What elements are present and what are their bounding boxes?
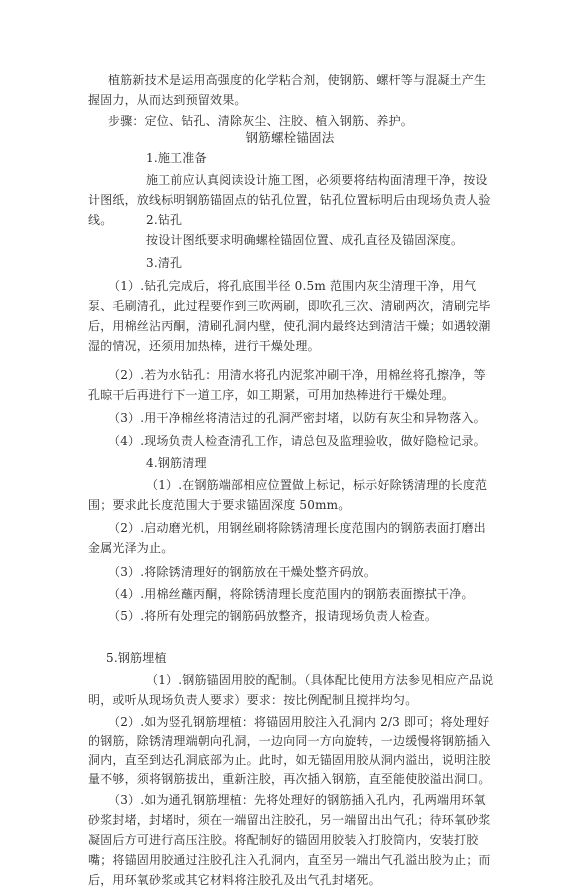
section-3-item-1: （1）.钻孔完成后，将孔底围半径 0.5m 范围内灰尘清理干净，用气泵、毛刷清孔，此过程要作到三吹两刷，即吹孔三次、清刷两次，清刷完毕后，用棉丝沾丙酮，清刷孔洞内壁，使孔洞内最终达到清洁干燥；如遇较潮湿的情况，还须用加热棒，进行干燥处理。	[88, 279, 491, 353]
section-3-item-3: （3）.用干净棉丝将清洁过的孔洞严密封堵，以防有灰尘和异物落入。	[108, 411, 486, 425]
section-4-item-3: （3）.将除锈清理好的钢筋放在干燥处整齐码放。	[108, 565, 377, 579]
section-4-item-5: （5）.将所有处理完的钢筋码放整齐，报请现场负责人检查。	[108, 609, 438, 623]
section-4-heading: 4.钢筋清理	[146, 456, 207, 470]
section-1-body: 施工前应认真阅读设计施工图，必须要将结构面清理干净，按设计图纸，放线标明钢筋锚固点的钻孔位置，钻孔位置标明后由现场负责人验线。	[88, 173, 491, 227]
section-3-heading: 3.清孔	[146, 256, 183, 270]
steps-line: 步骤：定位、钻孔、清除灰尘、注胶、植入钢筋、养护。	[108, 114, 414, 128]
document-title: 钢筋螺栓锚固法	[245, 130, 335, 145]
section-3-item-4: （4）.现场负责人检查清孔工作，请总包及监理验收，做好隐检记录。	[108, 434, 486, 448]
section-4-item-2: （2）.启动磨光机，用钢丝刷将除锈清理长度范围内的钢筋表面打磨出金属光泽为止。	[88, 521, 486, 555]
section-5-item-3: （3）.如为通孔钢筋埋植：先将处理好的钢筋插入孔内，孔两端用环氧砂浆封堵，封堵时，须在一端留出注胶孔，另一端留出出气孔；待环氧砂浆凝固后方可进行高压注胶。将配制好的锚固用胶装入打胶筒内，安装打胶嘴；将锚固用胶通过注胶孔注入孔洞内，直至另一端出气孔溢出胶为止；而后，用环氧砂浆或其它材料将注胶孔及出气孔封堵死。	[88, 793, 491, 887]
section-3-item-2: （2）.若为水钻孔：用清水将孔内泥浆冲刷干净，用棉丝将孔擦净，等孔晾干后再进行下一道工序，如工期紧，可用加热棒进行干燥处理。	[88, 368, 486, 402]
intro-paragraph: 植筋新技术是运用高强度的化学粘合剂，使钢筋、螺杆等与混凝土产生握固力，从而达到预留效果。	[88, 73, 487, 107]
section-5-heading: 5.钢筋埋植	[106, 651, 167, 665]
section-5-item-2: （2）.如为竖孔钢筋埋植：将锚固用胶注入孔洞内 2/3 即可；将处理好的钢筋，除锈清理端朝向孔洞，一边向同一方向旋转，一边缓慢将钢筋插入洞内，直至到达孔洞底部为止。此时，如无锚固用胶从洞内溢出，说明注胶量不够，须将钢筋拔出，重新注胶，再次插入钢筋，直至能使胶溢出洞口。	[88, 715, 491, 786]
section-4-item-1: （1）.在钢筋端部相应位置做上标记，标示好除锈清理的长度范围；要求此长度范围大于要求锚固深度 50mm。	[88, 478, 488, 512]
section-2-body: 按设计图纸要求明确螺栓锚固位置、成孔直径及锚固深度。	[146, 233, 464, 247]
section-5-item-1: （1）.钢筋锚固用胶的配制。（具体配比使用方法参见相应产品说明，或听从现场负责人要求）要求：按比例配制且搅拌均匀。	[88, 673, 494, 707]
section-1-heading: 1.施工准备	[146, 151, 207, 165]
section-2-heading: 2.钻孔	[146, 213, 183, 227]
section-4-item-4: （4）.用棉丝蘸丙酮，将除锈清理长度范围内的钢筋表面擦拭干净。	[108, 587, 474, 601]
